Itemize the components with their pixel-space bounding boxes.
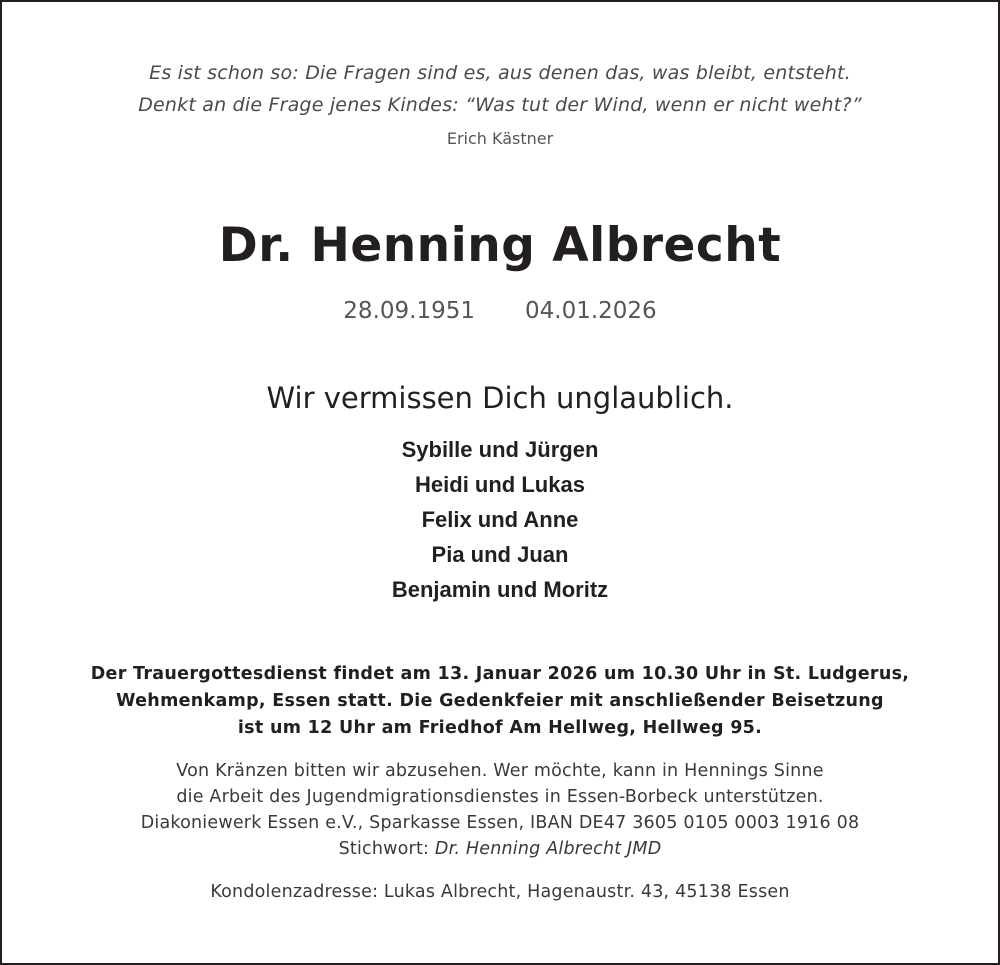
mourning-message: Wir vermissen Dich unglaublich.: [266, 381, 734, 415]
deceased-name: Dr. Henning Albrecht: [218, 218, 782, 273]
donation-bank: Diakoniewerk Essen e.V., Sparkasse Essen, IBAN DE47 3605 0105 0003 1916 08: [140, 813, 860, 833]
family-member: Benjamin und Moritz: [391, 577, 609, 602]
family-member: Felix und Anne: [421, 507, 579, 532]
service-line-2: Wehmenkamp, Essen statt. Die Gedenkfeier mit anschließender Beisetzung: [116, 691, 884, 711]
quote-line-2: Denkt an die Frage jenes Kindes: “Was tut der Wind, wenn er nicht weht?”: [138, 94, 862, 116]
condolence-address: Kondolenzadresse: Lukas Albrecht, Hagenaustr. 43, 45138 Essen: [210, 882, 790, 902]
keyword-value: Dr. Henning Albrecht JMD: [434, 839, 662, 859]
death-date: 04.01.2026: [525, 298, 657, 324]
life-dates: [0, 298, 1000, 324]
family-member: Heidi und Lukas: [415, 472, 585, 497]
donation-line-2: die Arbeit des Jugendmigrationsdienstes in Essen-Borbeck unterstützen.: [176, 787, 824, 807]
family-member: Sybille und Jürgen: [401, 437, 599, 462]
quote-author: Erich Kästner: [446, 129, 554, 148]
quote-line-1: Es ist schon so: Die Fragen sind es, aus denen das, was bleibt, entsteht.: [149, 62, 851, 84]
service-line-1: Der Trauergottesdienst findet am 13. Januar 2026 um 10.30 Uhr in St. Ludgerus,: [90, 664, 910, 684]
birth-date: 28.09.1951: [343, 298, 475, 324]
donation-line-1: Von Kränzen bitten wir abzusehen. Wer möchte, kann in Hennings Sinne: [176, 761, 824, 781]
donation-keyword: [0, 839, 1000, 859]
family-member: Pia und Juan: [431, 542, 569, 567]
keyword-label: Stichwort:: [338, 839, 430, 859]
service-line-3: ist um 12 Uhr am Friedhof Am Hellweg, Hellweg 95.: [237, 718, 763, 738]
